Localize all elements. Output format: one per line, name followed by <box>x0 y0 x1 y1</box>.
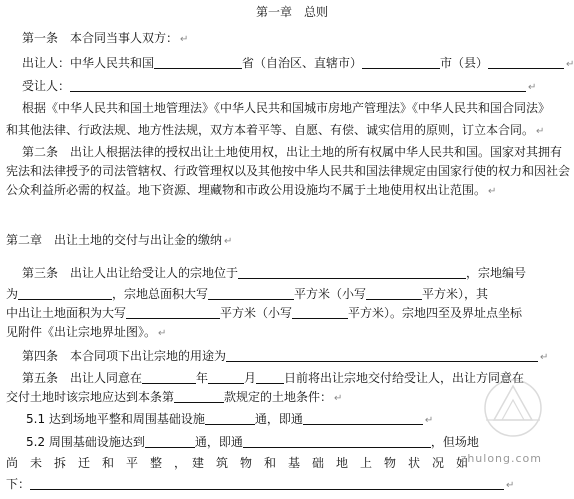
transfer-area-figure-blank[interactable] <box>292 306 348 319</box>
structures-blank[interactable] <box>30 477 504 490</box>
article-3-line-1: 第三条 出让人出让给受让人的宗地位于 ，宗地编号 <box>22 266 527 280</box>
article-3-line-2: 为 ，宗地总面积大写 平方米（小写 平方米），其 <box>6 287 489 301</box>
article-5-line-1: 第五条 出让人同意在 年 月 日前将出让宗地交付给受让人，出让方同意在 <box>22 371 525 385</box>
basis-paragraph-line-1: 根据《中华人民共和国土地管理法》《中华人民共和国城市房地产管理法》《中华人民共和国合同法》 <box>22 101 551 115</box>
clause-5-1-line: 5.1 达到场地平整和周围基础设施 通，即通 ↵ <box>26 412 434 426</box>
chapter-1-title: 第一章 总则 <box>256 5 329 19</box>
facilities-list-blank-1[interactable] <box>303 412 423 425</box>
party-transferor-line: 出让人：中华人民共和国 省（自治区、直辖市） 市（县） ↵ <box>22 56 574 70</box>
clause-5-2-line-1: 5.2 周围基础设施达到 通，即通 ，但场地 <box>26 435 479 449</box>
day-blank[interactable] <box>256 371 284 384</box>
watermark-logo-icon <box>472 372 554 454</box>
watermark-text: zhulong.com <box>460 452 542 465</box>
facilities-list-blank-2[interactable] <box>243 435 431 448</box>
month-blank[interactable] <box>208 371 244 384</box>
article-1-title: 第一条 本合同当事人双方： ↵ <box>22 31 189 45</box>
parcel-location-blank[interactable] <box>238 266 466 279</box>
clause-number-blank[interactable] <box>174 390 224 403</box>
transfer-area-words-blank[interactable] <box>126 306 220 319</box>
year-blank[interactable] <box>142 371 196 384</box>
total-area-figure-blank[interactable] <box>366 287 422 300</box>
facilities-count-blank-2[interactable] <box>145 435 195 448</box>
parcel-number-blank[interactable] <box>18 287 112 300</box>
city-blank[interactable] <box>362 56 440 69</box>
article-3-line-3: 中出让土地面积为大写 平方米（小写 平方米）。宗地四至及界址点坐标 <box>6 306 523 320</box>
article-4-line: 第四条 本合同项下出让宗地的用途为 ↵ <box>22 349 549 363</box>
transferee-blank[interactable] <box>70 79 526 92</box>
party-transferee-line: 受让人： ↵ <box>22 79 537 93</box>
chapter-2-title: 第二章 出让土地的交付与出让金的缴纳 ↵ <box>6 233 233 247</box>
article-2-line-1: 第二条 出让人根据法律的授权出让土地使用权，出让土地的所有权属中华人民共和国。国家对其拥有 <box>22 145 563 159</box>
facilities-count-blank-1[interactable] <box>205 412 255 425</box>
basis-paragraph-line-2: 和其他法律、行政法规、地方性法规，双方本着平等、自愿、有偿、诚实信用的原则，订立本合同。 ↵ <box>6 123 545 137</box>
clause-5-2-line-3: 下： ↵ <box>6 477 515 491</box>
province-blank[interactable] <box>154 56 242 69</box>
land-use-blank[interactable] <box>226 349 538 362</box>
article-2-line-3: 公众利益所必需的权益。地下资源、埋藏物和市政公用设施均不属于土地使用权出让范围。 ↵ <box>6 183 497 197</box>
total-area-words-blank[interactable] <box>208 287 294 300</box>
clause-5-2-line-2: 尚 未 拆 迁 和 平 整 ， 建 筑 物 和 基 础 地 上 物 状 况 如 <box>6 456 469 470</box>
article-2-line-2: 宪法和法律授予的司法管辖权、行政管理权以及其他按中华人民共和国法律规定由国家行使的权力和因社会 <box>6 164 571 178</box>
county-blank[interactable] <box>488 56 564 69</box>
article-3-line-4: 见附件《出让宗地界址图》。 ↵ <box>6 325 167 339</box>
article-5-line-2: 交付土地时该宗地应达到本条第 款规定的土地条件： ↵ <box>6 390 343 404</box>
